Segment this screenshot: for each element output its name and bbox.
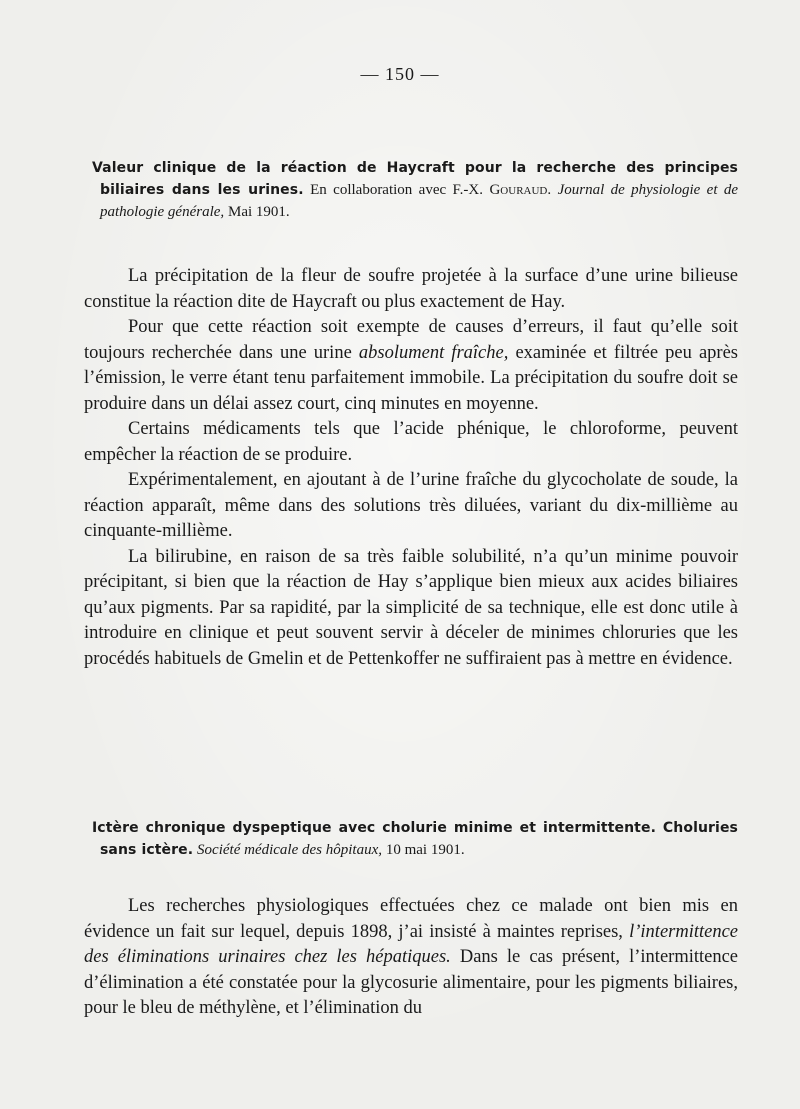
paragraph: La précipitation de la fleur de soufre projetée à la surface d’une urine bilieuse constitue la réaction dite de Haycraft ou plus exactement de Hay. bbox=[84, 266, 738, 312]
paragraph bbox=[84, 315, 738, 417]
paragraph-text: examinée et filtrée peu après l’émission, le verre étant tenu parfaitement immobile. La précipitation du soufre doit se produire dans un délai assez court, cinq minutes en moyenne. bbox=[84, 342, 739, 414]
paragraph bbox=[84, 894, 738, 1022]
entry-heading-text: Valeur clinique de la réaction de Haycraft pour la recherche des principes biliaires dans les urines. En collaboration avec F.-X. Gouraud. Journal de physiologie et de pathologie générale, Mai 1901. bbox=[92, 160, 739, 220]
collaborator-name: Gouraud bbox=[489, 182, 548, 198]
collaboration-prefix: En collaboration avec F.-X. bbox=[310, 182, 483, 198]
paragraph-text: Dans le cas présent, l’intermittence d’élimination a été constatée pour la glycosurie alimentaire, pour les pigments biliaires, pour le bleu de méthylène, et l’élimination du bbox=[84, 947, 739, 1018]
emphasized-text: l’intermittence des éliminations urinaires chez les hépatiques. bbox=[84, 921, 739, 967]
publication-date: 10 mai 1901. bbox=[385, 842, 465, 858]
page-number: — 150 — bbox=[360, 64, 440, 84]
entry-body-ictere bbox=[84, 894, 738, 1022]
entry-heading-text bbox=[84, 817, 738, 861]
entry-heading-haycraft bbox=[84, 157, 738, 223]
paragraph: Expérimentalement, en ajoutant à de l’urine fraîche du glycocholate de soude, la réaction apparaît, même dans des solutions très diluées, variant du dix-millième au cinquante-millième. bbox=[84, 470, 738, 541]
entry-title: Ictère chronique dyspeptique avec cholurie minime et intermittente. Choluries sans ictère. bbox=[92, 820, 738, 858]
paragraph: Certains médicaments tels que l’acide phénique, le chloroforme, peuvent empêcher la réaction de se produire. bbox=[84, 419, 738, 465]
paragraph: La bilirubine, en raison de sa très faible solubilité, n’a qu’un minime pouvoir précipitant, si bien que la réaction de Hay s’applique bien mieux aux acides biliaires qu’aux pigments. Par sa rapidité, par la simplicité de sa technique, elle est donc utile à introduire en clinique et peut souvent servir à déceler de minimes chloruries que les procédés habituels de Gmelin et de Pettenkoffer ne suffiraient pas à mettre en évidence. bbox=[84, 546, 738, 669]
journal-name: Journal de physiologie et de pathologie générale, bbox=[100, 182, 739, 220]
entry-title: Valeur clinique de la réaction de Haycraft pour la recherche des principes biliaires dans les urines. bbox=[92, 160, 738, 198]
paragraph-text: Les recherches physiologiques effectuées chez ce malade ont bien mis en évidence un fait sur lequel, depuis 1898, j’ai insisté à maintes reprises, bbox=[84, 896, 738, 942]
paragraph-text: Pour que cette réaction soit exempte de causes d’erreurs, il faut qu’elle soit toujours recherchée dans une urine bbox=[84, 317, 738, 363]
journal-name: Société médicale des hôpitaux, bbox=[197, 842, 382, 858]
entry-heading-ictere bbox=[84, 817, 738, 861]
publication-date: Mai 1901. bbox=[228, 204, 290, 220]
entry-body-haycraft bbox=[84, 264, 738, 672]
emphasized-text: absolument fraîche, bbox=[358, 342, 509, 363]
